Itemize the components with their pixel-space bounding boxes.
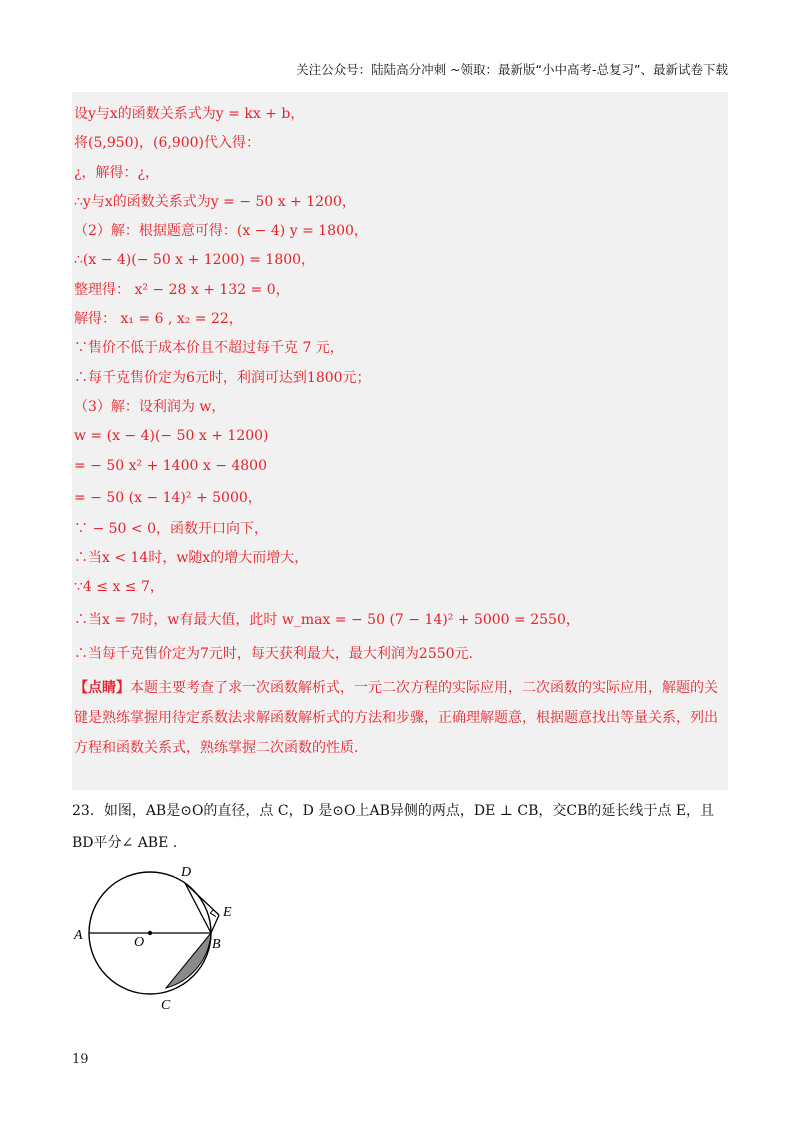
solution-line: ∴当x < 14时，w随x的增大而增大， [74, 550, 309, 567]
solution-line: ∵ − 50 < 0，函数开口向下， [74, 520, 268, 537]
solution-line: ¿，解得：¿， [74, 164, 160, 181]
solution-line: 设y与x的函数关系式为y = kx + b， [74, 106, 305, 122]
label-d: D [181, 865, 192, 880]
solution-line: ∴(x − 4)(− 50 x + 1200) = 1800， [74, 252, 316, 269]
label-c: C [161, 998, 171, 1013]
segment-be [211, 915, 219, 933]
comment-tag: 【点睛】 [74, 679, 130, 696]
solution-block [72, 92, 728, 790]
solution-line: ∴每千克售价定为6元时，利润可达到1800元； [74, 369, 371, 386]
solution-line: w = (x − 4)(− 50 x + 1200) [74, 428, 269, 445]
solution-line: = − 50 x² + 1400 x − 4800 [74, 457, 267, 474]
label-a: A [74, 928, 83, 943]
solution-line: ∵售价不低于成本价且不超过每千克 7 元， [74, 340, 344, 357]
chord-db [185, 883, 211, 933]
solution-line: （3）解：设利润为 w， [74, 398, 226, 415]
solution-line: = − 50 (x − 14)² + 5000， [74, 489, 262, 506]
solution-line: ∴当x = 7时，w有最大值，此时 w_max = − 50 (7 − 14)² + 5000 = 2550， [74, 611, 580, 628]
solution-line: 将(5,950)，(6,900)代入得： [74, 135, 261, 152]
comment-paragraph [74, 673, 728, 763]
solution-line: ∴y与x的函数关系式为y = − 50 x + 1200， [74, 193, 356, 210]
geometry-figure [70, 858, 250, 1018]
problem-statement: 23．如图，AB是⊙O的直径，点 C，D 是⊙O上AB异侧的两点，DE ⊥ CB，交CB的延长线于点 E，且 BD平分∠ ABE . [72, 803, 715, 851]
label-e: E [223, 905, 232, 920]
solution-line: ∴当每千克售价定为7元时，每天获利最大，最大利润为2550元. [74, 645, 473, 662]
label-b: B [212, 937, 221, 952]
page-header: 关注公众号：陆陆高分冲刺 ~领取：最新版“小中高考-总复习”、最新试卷下载 [296, 62, 728, 77]
label-o: O [134, 935, 145, 950]
segment-de [185, 883, 219, 915]
solution-line: （2）解：根据题意可得：(x − 4) y = 1800， [74, 223, 368, 240]
comment-text: 本题主要考查了求一次函数解析式，一元二次方程的实际应用，二次函数的实际应用，解题的关键是熟练掌握用待定系数法求解函数解析式的方法和步骤，正确理解题意，根据题意找出等量关系，列出方程和函数关系式，熟练掌握二次函数的性质. [74, 679, 718, 756]
center-point [148, 931, 152, 935]
solution-line: ∵4 ≤ x ≤ 7， [74, 579, 164, 596]
solution-line: 整理得： x² − 28 x + 132 = 0， [74, 281, 290, 298]
page-number: 19 [72, 1052, 89, 1067]
solution-line: 解得： x₁ = 6 , x₂ = 22， [74, 311, 243, 328]
